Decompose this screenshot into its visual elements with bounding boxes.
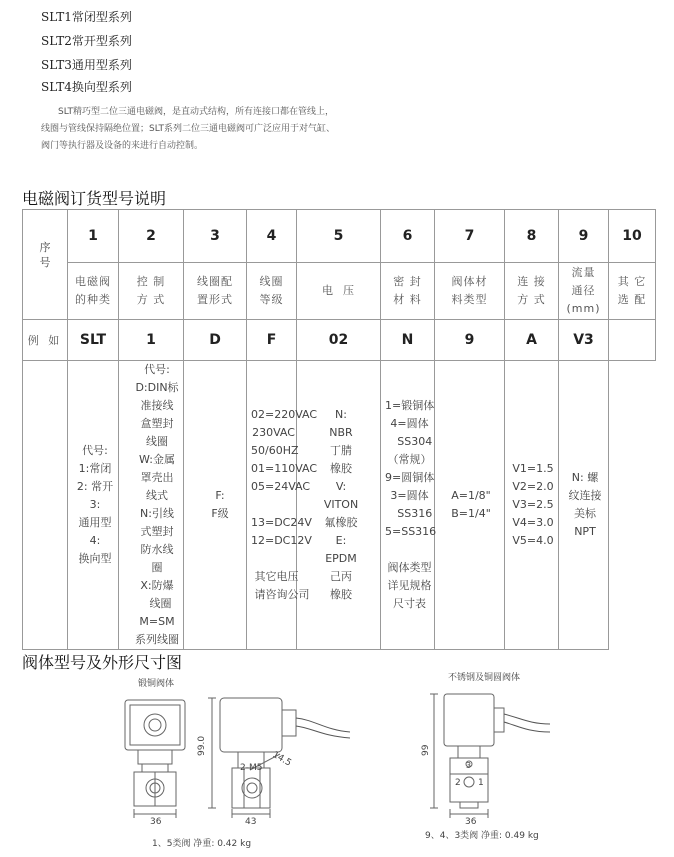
series-item-4: SLT4换向型系列 xyxy=(41,80,132,94)
col-number: 2 xyxy=(119,210,184,263)
port-label-3: 3 xyxy=(466,761,472,770)
options-cell: V1=1.5 V2=2.0 V3=2.5 V4=3.0 V5=4.0 xyxy=(505,361,559,650)
round-body-valve-drawing xyxy=(420,684,570,824)
example-value: A xyxy=(505,320,559,361)
col-name: 流量 通径 (mm) xyxy=(559,263,609,320)
col-number: 1 xyxy=(68,210,119,263)
options-cell: 代号: 1:常闭 2: 常开 3: 通用型 4: 换向型 xyxy=(68,361,119,650)
col-name: 其 它 选 配 xyxy=(609,263,656,320)
example-label: 例 如 xyxy=(23,320,68,361)
col-number: 3 xyxy=(184,210,247,263)
order-spec-table xyxy=(22,209,656,650)
port-label-1: 1 xyxy=(478,778,484,788)
example-value: SLT xyxy=(68,320,119,361)
col-number: 4 xyxy=(247,210,297,263)
col-number: 6 xyxy=(381,210,435,263)
col-number: 9 xyxy=(559,210,609,263)
left-drawing-caption: 1、5类阀 净重: 0.42 kg xyxy=(152,839,252,849)
col-name: 密 封 材 料 xyxy=(381,263,435,320)
col-name: 控 制 方 式 xyxy=(119,263,184,320)
col-name: 阀体材 料类型 xyxy=(435,263,505,320)
options-cell: F: F级 xyxy=(184,361,247,650)
col-number: 5 xyxy=(297,210,381,263)
options-cell: N: 螺 纹连接 美标 NPT xyxy=(559,361,609,650)
right-width-dim: 36 xyxy=(465,817,477,824)
example-value: N xyxy=(381,320,435,361)
right-height-dim: 99 xyxy=(421,744,431,756)
dimensions-heading: 阀体型号及外形尺寸图 xyxy=(22,653,183,672)
series-item-3: SLT3通用型系列 xyxy=(41,58,132,72)
left-port-label: 2-M5 xyxy=(240,763,263,773)
example-value: V3 xyxy=(559,320,609,361)
example-row xyxy=(23,320,656,361)
example-value: F xyxy=(247,320,297,361)
order-heading: 电磁阀订货型号说明 xyxy=(22,189,167,208)
options-cell: N: NBR 丁腈 橡胶 V: VITON 氟橡胶 E: EPDM 己丙 橡胶 xyxy=(297,361,381,650)
forged-brass-valve-drawing xyxy=(100,690,360,835)
options-cell: 02=220VAC 230VAC 50/60HZ 01=110VAC 05=24VAC 13=DC24V 12=DC12V 其它电压 请咨询公司 xyxy=(247,361,297,650)
col-name: 电 压 xyxy=(297,263,381,320)
header-name-row xyxy=(23,263,656,320)
left-height-dim: 99.0 xyxy=(197,735,207,756)
col-name: 线圈 等级 xyxy=(247,263,297,320)
options-row xyxy=(23,361,656,650)
left-side-width-dim: 43 xyxy=(245,817,257,827)
right-drawing-title: 不锈钢及铜圆阀体 xyxy=(448,673,521,683)
series-item-1: SLT1常闭型系列 xyxy=(41,10,132,24)
series-item-2: SLT2常开型系列 xyxy=(41,34,132,48)
left-depth-dim: 14.5 xyxy=(270,749,293,769)
options-cell: A=1/8" B=1/4" xyxy=(435,361,505,650)
col-name: 电磁阀 的种类 xyxy=(68,263,119,320)
example-value: D xyxy=(184,320,247,361)
example-value xyxy=(609,320,656,361)
example-value: 02 xyxy=(297,320,381,361)
left-front-width-dim: 36 xyxy=(150,817,162,827)
options-cell xyxy=(23,361,68,650)
port-label-2: 2 xyxy=(455,778,461,788)
intro-paragraph: SLT精巧型二位三通电磁阀，是直动式结构，所有连接口都在管线上，线圈与管线保持隔绝位置；SLT系列二位三通电磁阀可广泛应用于对气缸、阀门等执行器及设备的来进行自动控制。 xyxy=(41,107,335,151)
seq-label: 序 号 xyxy=(23,210,68,320)
options-cell: 1=锻铜体 4=圆体 SS304 （常规） 9=圆铜体 3=圆体 SS316 5=SS316 阀体类型 详见规格 尺寸表 xyxy=(381,361,435,650)
left-drawing-title: 锻铜阀体 xyxy=(138,679,175,689)
col-number: 7 xyxy=(435,210,505,263)
col-number: 8 xyxy=(505,210,559,263)
col-name: 连 接 方 式 xyxy=(505,263,559,320)
example-value: 9 xyxy=(435,320,505,361)
example-value: 1 xyxy=(119,320,184,361)
options-cell: 代号: D:DIN标 准接线 盒塑封 线圈 W:金属 罩壳出 线式 N:引线 式塑封 防水线 圈 X:防爆 线圈 M=SM 系列线圈 xyxy=(119,361,184,650)
header-number-row xyxy=(23,210,656,263)
col-name: 线圈配 置形式 xyxy=(184,263,247,320)
right-drawing-caption: 9、4、3类阀 净重: 0.49 kg xyxy=(425,831,539,841)
col-number: 10 xyxy=(609,210,656,263)
